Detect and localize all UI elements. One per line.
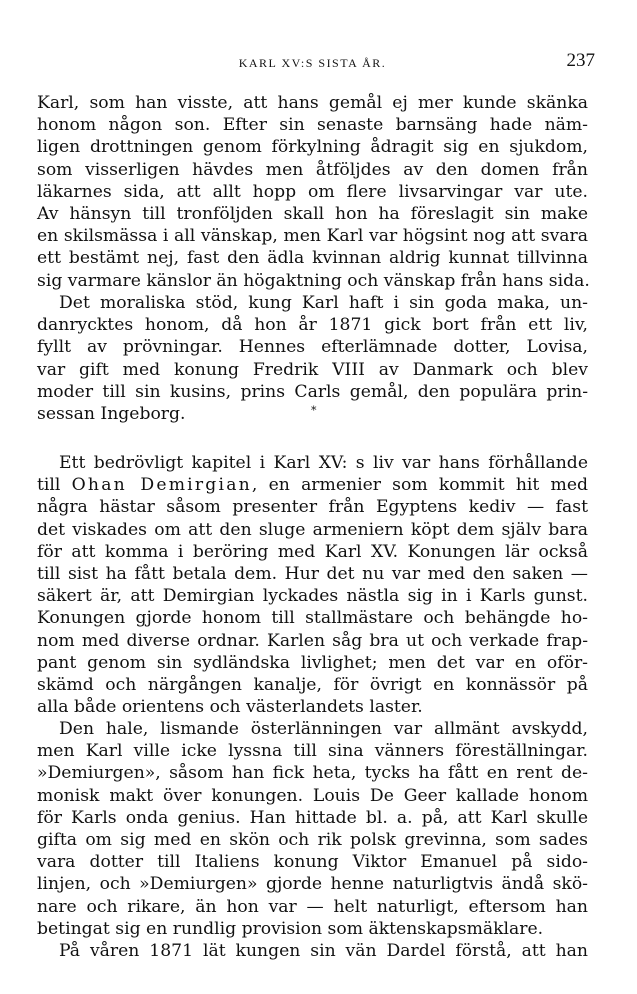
text-line: en skilsmässa i all vänskap, men Karl var högsint nog att svara (37, 226, 588, 247)
text-line: några hästar såsom presenter från Egyptens kediv — fast (37, 497, 588, 518)
text-line: sessan Ingeborg. (37, 404, 186, 425)
person-name: Ohan Demirgian (71, 475, 252, 496)
paragraph-1 (37, 92, 588, 292)
text-line: »Demiurgen», såsom han fick heta, tycks ha fått en rent de- (37, 763, 588, 784)
text-line: som visserligen hävdes men åtföljdes av den domen från (37, 159, 588, 180)
text-line: säkert är, att Demirgian lyckades nästla sig in i Karls gunst. (37, 586, 588, 607)
text-line: nom med diverse ordnar. Karlen såg bra ut och verkade frap- (37, 630, 588, 651)
text-line: Ett bedrövligt kapitel i Karl XV: s liv var hans förhållande (59, 453, 588, 473)
text-line: honom någon son. Efter sin senaste barnsäng hade näm- (37, 115, 588, 136)
text-line: skämd och närgången kanalje, för övrigt en konnässör på (37, 675, 588, 696)
text-line: men Karl ville icke lyssna till sina vänners föreställningar. (37, 741, 588, 762)
text-line: På våren 1871 lät kungen sin vän Dardel förstå, att han (59, 941, 588, 961)
text-line: var gift med konung Fredrik VIII av Danmark och blev (37, 359, 588, 380)
text-line (37, 474, 588, 496)
text-line: för att komma i beröring med Karl XV. Konungen lär också (37, 541, 588, 562)
text-line: vara dotter till Italiens konung Viktor Emanuel på sido- (37, 852, 588, 873)
paragraph-3 (37, 452, 588, 718)
text-line: Konungen gjorde honom till stallmästare och behängde ho- (37, 608, 588, 629)
text-line: Den hale, lismande österlänningen var allmänt avskydd, (59, 719, 588, 739)
text-line: pant genom sin sydländska livlighet; men det var en oför- (37, 652, 588, 673)
text-line: linjen, och »Demiurgen» gjorde henne naturligtvis ändå skö- (37, 874, 588, 895)
paragraph-5 (37, 940, 588, 962)
text-line: moder till sin kusins, prins Carls gemål, den populära prin- (37, 381, 588, 402)
text-line: till sist ha fått betala dem. Hur det nu var med den saken — (37, 564, 588, 585)
text-line: Av hänsyn till tronföljden skall hon ha föreslagit sin make (37, 204, 588, 225)
section-separator: * (311, 404, 317, 417)
paragraph-4 (37, 718, 588, 940)
text-line: läkarnes sida, att allt hopp om flere livsarvingar var ute. (37, 181, 588, 202)
text-line: alla både orientens och västerlandets laster. (37, 697, 423, 718)
text-line: nare och rikare, än hon var — helt naturligt, eftersom han (37, 896, 588, 917)
text-line: ligen drottningen genom förkylning ådragit sig en sjukdom, (37, 137, 588, 158)
text-fragment: , en armenier som kommit hit med (251, 475, 589, 496)
text-line: Karl, som han visste, att hans gemål ej mer kunde skänka (37, 93, 588, 113)
text-line: för Karls onda genius. Han hittade bl. a. på, att Karl skulle (37, 807, 588, 828)
page-number: 237 (566, 50, 595, 71)
text-fragment: till (37, 475, 61, 496)
running-header (30, 50, 595, 74)
text-line: Det moraliska stöd, kung Karl haft i sin goda maka, un- (59, 293, 588, 313)
text-line: monisk makt över konungen. Louis De Geer kallade honom (37, 785, 588, 806)
text-line: det viskades om att den sluge armeniern köpt dem själv bara (37, 519, 588, 540)
running-title: KARL XV:S SISTA ÅR. (238, 56, 387, 70)
text-line: danrycktes honom, då hon år 1871 gick bort från ett liv, (37, 315, 588, 336)
text-line: gifta om sig med en skön och rik polsk grevinna, som sades (37, 830, 588, 851)
text-line: sig varmare känslor än högaktning och vänskap från hans sida. (37, 270, 590, 291)
text-line: fyllt av prövningar. Hennes efterlämnade dotter, Lovisa, (37, 337, 588, 358)
text-line: betingat sig en rundlig provision som äktenskapsmäklare. (37, 918, 544, 939)
text-line: ett bestämt nej, fast den ädla kvinnan aldrig kunnat tillvinna (37, 248, 588, 269)
